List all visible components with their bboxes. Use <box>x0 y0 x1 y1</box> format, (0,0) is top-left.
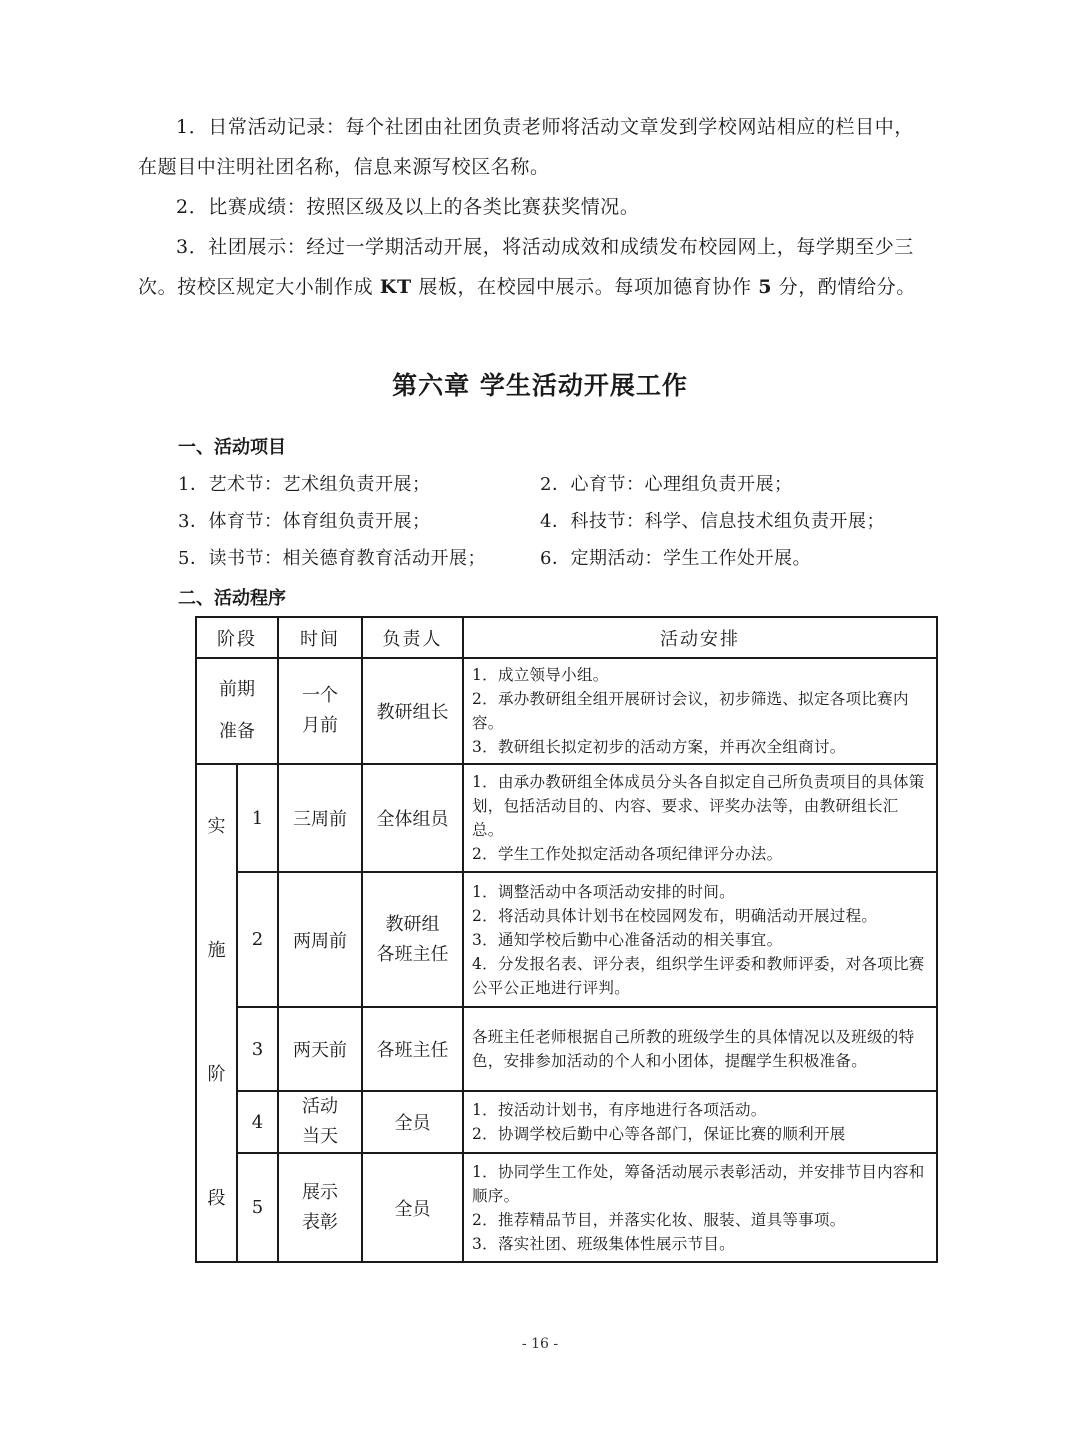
header-owner: 负责人 <box>362 617 463 658</box>
table-row-prep <box>196 658 937 764</box>
table-row-impl-4 <box>196 1091 937 1153</box>
paragraph-text: 次。按校区规定大小制作成 <box>138 276 380 298</box>
plan-cell <box>463 1153 937 1262</box>
plan-line: 1．成立领导小组。 <box>472 666 609 684</box>
plan-cell <box>463 1007 937 1091</box>
plan-cell <box>463 658 937 764</box>
plan-line: 2．推荐精品节目，并落实化妆、服装、道具等事项。 <box>472 1210 846 1229</box>
owner-cell: 全员 <box>362 1091 463 1153</box>
plan-line: 3．通知学校后勤中心准备活动的相关事宜。 <box>472 930 783 949</box>
time-text: 一个 <box>302 685 338 706</box>
paragraph-club-showcase <box>138 227 953 307</box>
time-cell <box>278 1153 362 1262</box>
time-cell <box>278 658 362 764</box>
owner-cell: 各班主任 <box>362 1007 463 1091</box>
activity-schedule-table <box>195 616 938 1263</box>
time-text: 月前 <box>302 715 338 736</box>
stage-char: 实 <box>207 816 226 837</box>
step-number: 1 <box>237 764 278 872</box>
plan-line: 2．协调学校后勤中心等各部门，保证比赛的顺利开展 <box>472 1125 846 1143</box>
activity-item: 1．艺术节：艺术组负责开展； <box>178 474 431 495</box>
owner-cell <box>362 872 463 1007</box>
activity-item: 3．体育节：体育组负责开展； <box>178 511 431 532</box>
paragraph-competition-results <box>138 187 953 227</box>
stage-cell <box>196 658 278 764</box>
time-text: 当天 <box>302 1126 338 1147</box>
owner-cell: 全体组员 <box>362 764 463 872</box>
step-number: 4 <box>237 1091 278 1153</box>
plan-line: 3．教研组长拟定初步的活动方案，并再次全组商讨。 <box>472 738 846 756</box>
paragraph-text: 展板，在校园中展示。每项加德育协作 <box>411 276 759 298</box>
time-text: 活动 <box>302 1096 338 1117</box>
paragraph-text: 1．日常活动记录：每个社团由社团负责老师将活动文章发到学校网站相应的栏目中， <box>176 116 914 138</box>
time-cell: 三周前 <box>278 764 362 872</box>
activity-item: 6．定期活动：学生工作处开展。 <box>540 548 811 569</box>
owner-cell: 全员 <box>362 1153 463 1262</box>
section-heading-activity-procedure: 二、活动程序 <box>178 588 286 609</box>
activity-item: 2．心育节：心理组负责开展； <box>540 474 793 495</box>
score-value: 5 <box>758 276 773 298</box>
step-number: 3 <box>237 1007 278 1091</box>
plan-line: 4．分发报名表、评分表，组织学生评委和教师评委，对各项比赛公平公正地进行评判。 <box>472 954 925 997</box>
plan-line: 2．学生工作处拟定活动各项纪律评分办法。 <box>472 845 783 863</box>
paragraph-text: 在题目中注明社团名称，信息来源写校区名称。 <box>138 156 550 178</box>
stage-text: 前期 <box>219 679 255 700</box>
header-stage: 阶段 <box>196 617 278 658</box>
stage-char: 施 <box>207 940 226 961</box>
plan-line: 2．承办教研组全组开展研讨会议，初步筛选、拟定各项比赛内容。 <box>472 690 909 732</box>
plan-line: 1．调整活动中各项活动安排的时间。 <box>472 882 735 901</box>
page-number: - 16 - <box>521 1336 559 1352</box>
time-cell <box>278 1091 362 1153</box>
stage-char: 段 <box>207 1188 226 1209</box>
paragraph-text: 分，酌情给分。 <box>772 276 916 298</box>
stage-char: 阶 <box>207 1064 226 1085</box>
paragraph-text: 3．社团展示：经过一学期活动开展，将活动成效和成绩发布校园网上，每学期至少三 <box>176 236 914 258</box>
section-heading-activity-items: 一、活动项目 <box>178 437 286 458</box>
plan-cell <box>463 872 937 1007</box>
plan-line: 1．协同学生工作处，筹备活动展示表彰活动，并安排节目内容和顺序。 <box>472 1162 925 1205</box>
step-number: 5 <box>237 1153 278 1262</box>
plan-line: 2．将活动具体计划书在校园网发布，明确活动开展过程。 <box>472 906 878 925</box>
table-row-impl-5 <box>196 1153 937 1262</box>
header-time: 时间 <box>278 617 362 658</box>
owner-text: 各班主任 <box>376 943 449 965</box>
owner-text: 教研组 <box>385 913 440 935</box>
activity-item: 5．读书节：相关德育教育活动开展； <box>178 548 486 569</box>
kt-board-term: KT <box>379 276 412 298</box>
table-row-impl-2 <box>196 872 937 1007</box>
table-row-impl-3 <box>196 1007 937 1091</box>
paragraph-text: 2．比赛成绩：按照区级及以上的各类比赛获奖情况。 <box>176 196 640 218</box>
stage-text: 准备 <box>219 721 255 742</box>
time-cell: 两天前 <box>278 1007 362 1091</box>
paragraph-daily-records <box>138 107 953 187</box>
plan-line: 各班主任老师根据自己所教的班级学生的具体情况以及班级的特色，安排参加活动的个人和小团体，提醒学生积极准备。 <box>472 1028 915 1070</box>
owner-cell: 教研组长 <box>362 658 463 764</box>
table-row-impl-1 <box>196 764 937 872</box>
plan-cell <box>463 764 937 872</box>
time-text: 展示 <box>302 1181 338 1203</box>
table-header-row <box>196 617 937 658</box>
plan-line: 1．由承办教研组全体成员分头各自拟定自己所负责项目的具体策划，包括活动目的、内容、要求、评奖办法等，由教研组长汇总。 <box>472 773 925 839</box>
time-cell: 两周前 <box>278 872 362 1007</box>
header-plan: 活动安排 <box>463 617 937 658</box>
activity-items-list <box>178 466 938 577</box>
time-text: 表彰 <box>302 1211 338 1233</box>
step-number: 2 <box>237 872 278 1007</box>
chapter-title: 第六章 学生活动开展工作 <box>392 371 688 400</box>
plan-line: 1．按活动计划书，有序地进行各项活动。 <box>472 1101 767 1119</box>
activity-item: 4．科技节：科学、信息技术组负责开展； <box>540 511 885 532</box>
plan-line: 3．落实社团、班级集体性展示节目。 <box>472 1234 735 1253</box>
plan-cell <box>463 1091 937 1153</box>
stage-cell-implementation <box>196 764 237 1262</box>
